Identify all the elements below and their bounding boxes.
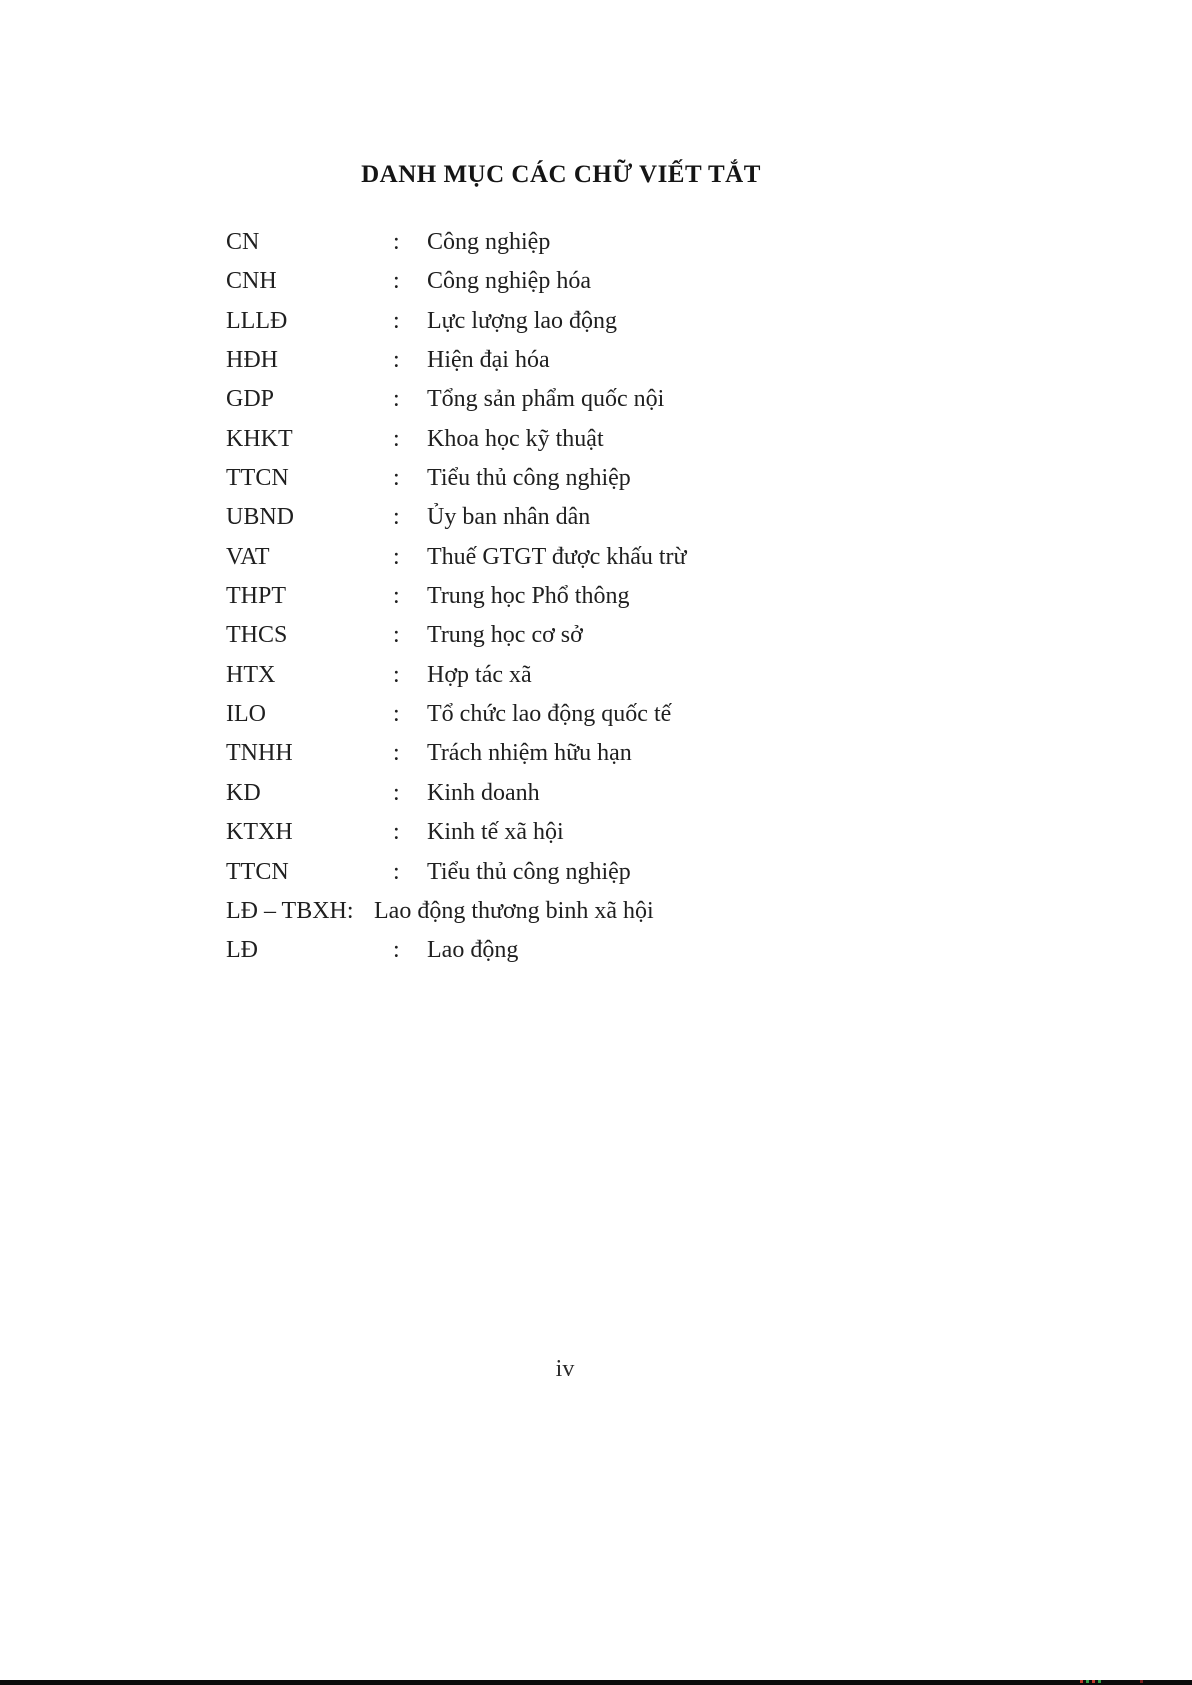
abbreviation-row [226,734,926,773]
abbreviation-definition: Kinh doanh [427,779,540,806]
abbreviation-definition: Ủy ban nhân dân [427,504,591,531]
abbreviation-row [226,420,926,459]
abbreviation-definition: Trung học Phổ thông [427,583,630,610]
abbreviation-colon: : [393,740,400,767]
abbreviation-row [226,577,926,616]
abbreviation-definition: Tổng sản phẩm quốc nội [427,386,665,413]
abbreviation-colon: : [393,779,400,806]
abbreviation-colon: : [393,386,400,413]
scan-artifact-dot [1080,1680,1083,1683]
abbreviation-colon: : [393,347,400,374]
abbreviation-colon: : [393,543,400,570]
abbreviation-term: THPT [226,583,286,610]
abbreviation-term: LĐ [226,937,258,964]
abbreviation-term: ILO [226,701,266,728]
abbreviation-term: TTCN [226,858,289,885]
abbreviation-term: KD [226,779,261,806]
abbreviation-term: HTX [226,661,276,688]
abbreviation-definition: Lực lượng lao động [427,307,618,334]
abbreviation-colon: : [393,937,400,964]
abbreviation-definition: Hiện đại hóa [427,347,550,374]
abbreviation-row [226,813,926,852]
page-title: DANH MỤC CÁC CHỮ VIẾT TẮT [361,160,761,188]
abbreviation-colon: : [393,622,400,649]
scan-artifact-dot [1098,1680,1101,1683]
abbreviation-list [226,223,926,971]
abbreviation-row [226,656,926,695]
abbreviation-definition: Công nghiệp [427,229,551,255]
abbreviation-definition: Tiểu thủ công nghiệp [427,858,631,885]
abbreviation-row [226,302,926,341]
page-number: iv [555,1356,575,1382]
abbreviation-definition: Tiểu thủ công nghiệp [427,465,631,492]
abbreviation-definition: Lao động [427,937,519,964]
abbreviation-term: CNH [226,268,277,295]
abbreviation-colon: : [393,819,400,846]
abbreviation-term: THCS [226,622,288,649]
abbreviation-row [226,262,926,301]
abbreviation-colon: : [393,661,400,688]
abbreviation-term: KTXH [226,819,293,846]
abbreviation-term: GDP [226,386,275,413]
abbreviation-colon: : [393,701,400,728]
abbreviation-term: CN [226,229,260,255]
abbreviation-row [226,616,926,655]
abbreviation-row [226,853,926,892]
scan-artifact-dot [1086,1680,1089,1683]
abbreviation-term: KHKT [226,425,293,452]
scan-artifact-dot [1140,1680,1143,1683]
abbreviation-row [226,538,926,577]
abbreviation-term: UBND [226,504,295,531]
abbreviation-colon: : [393,583,400,610]
abbreviation-definition: Kinh tế xã hội [427,819,564,846]
abbreviation-colon: : [393,229,400,255]
abbreviation-colon: : [393,307,400,334]
abbreviation-row [226,695,926,734]
abbreviation-definition: Công nghiệp hóa [427,268,591,295]
abbreviation-definition: Tổ chức lao động quốc tế [427,701,672,728]
abbreviation-definition: Trách nhiệm hữu hạn [427,740,632,767]
abbreviation-colon: : [393,425,400,452]
scan-artifact-dot [1092,1680,1095,1683]
abbreviation-term: VAT [226,543,270,570]
abbreviation-term: LĐ – TBXH: [226,897,354,924]
abbreviation-colon: : [393,504,400,531]
abbreviation-definition: Hợp tác xã [427,661,532,688]
abbreviation-row [226,774,926,813]
abbreviation-row [226,498,926,537]
bottom-edge-bar [0,1680,1192,1685]
abbreviation-definition: Thuế GTGT được khấu trừ [427,543,687,570]
abbreviation-definition: Trung học cơ sở [427,622,583,649]
abbreviation-term: LLLĐ [226,307,288,334]
abbreviation-colon: : [393,465,400,492]
abbreviation-colon: : [393,268,400,295]
abbreviation-term: TNHH [226,740,293,767]
abbreviation-row [226,341,926,380]
abbreviation-row [226,223,926,262]
abbreviation-row [226,380,926,419]
abbreviation-row [226,931,926,970]
abbreviation-row [226,892,926,931]
abbreviation-term: HĐH [226,347,278,374]
abbreviation-colon: : [393,858,400,885]
abbreviation-definition: Lao động thương binh xã hội [374,897,654,924]
abbreviation-row [226,459,926,498]
abbreviation-definition: Khoa học kỹ thuật [427,425,604,452]
abbreviation-term: TTCN [226,465,289,492]
